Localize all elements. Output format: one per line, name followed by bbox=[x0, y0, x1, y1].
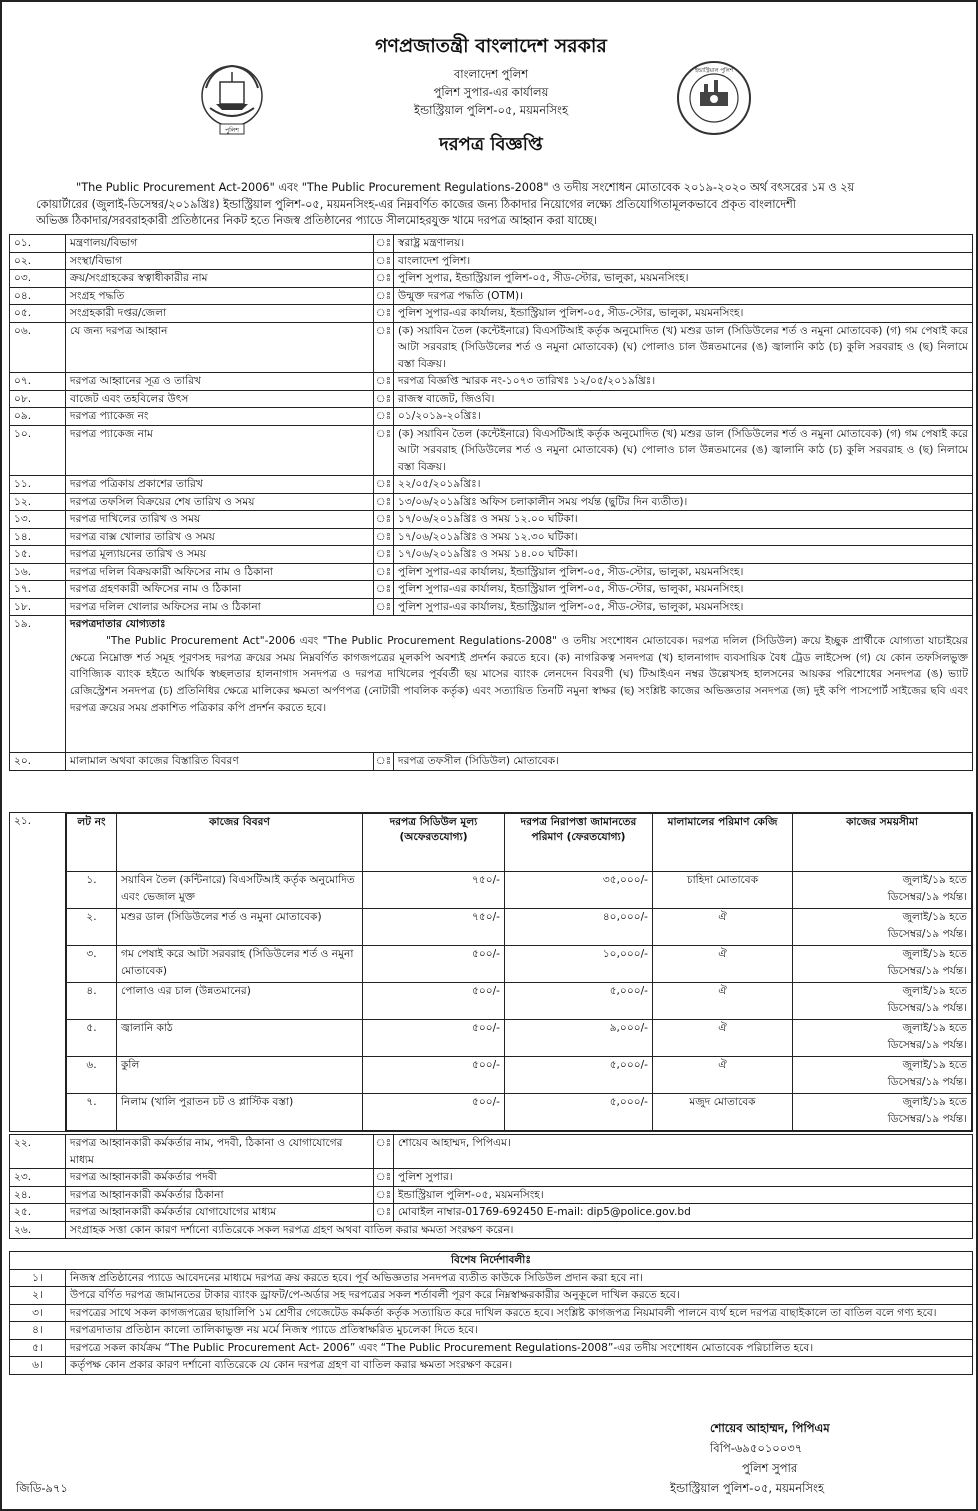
work-description: নিলাম (খালি পুরাতন চট ও প্লাস্টিক বস্তা) bbox=[117, 1094, 363, 1131]
table-row bbox=[10, 546, 973, 564]
work-period-line: জুলাই/১৯ হতে bbox=[902, 948, 967, 960]
row-label: যে জন্য দরপত্র আহ্বান bbox=[66, 322, 374, 373]
row-value: ১৭/০৬/২০১৯খ্রিঃ ও সময় ১৪.০০ ঘটিকা। bbox=[394, 546, 973, 564]
table-row bbox=[10, 270, 973, 288]
eligibility-text: "The Public Procurement Act"-2006 এবং "The Public Procurement Regulations-2008" ও তদীয় সংশোধন মোতাবেক। দরপত্র দলিল (সিডিউল) ক্রয়ে ইচ্ছুক প্রার্থীকে যোগ্যতা যাচাইয়ের ক্ষেত্রে নিম্নোক্ত শর্ত সমূহ পূরণসহ দরপত্র ক্রয়ের সময় নিম্নবর্ণিত কাগজপত্রের মূলকপি অবশ্যই প্রদর্শন করতে হবে। (ক) নাগরিকত্ব সনদপত্র (খ) হালনাগাদ ব্যবসায়িক বৈধ ট্রেড লাইসেন্স (গ) যে কোন তফসিলভুক্ত বাণিজ্যিক ব্যাংক হইতে আর্থিক স্বচ্ছলতার হালনাগাদ সনদপত্র ও দরপত্র দাখিলের পূর্ববর্তী ছয় মাসের ব্যাংক লেনদেন বিবরণী (ঘ) টিআইএন নম্বর উল্লেখসহ হালসনের আয়কর পরিশোধের সনদপত্র (ঙ) ভ্যাট রেজিস্ট্রেশন সনদপত্র (চ) প্রতিনিধির ক্ষেত্রে মালিকের ক্ষমতা অর্পণপত্র (নোটারী পাবলিক কর্তৃক) এবং সত্যায়িত তিনটি নমুনা স্বাক্ষর (ছ) সংশ্লিষ্ট কাজের অভিজ্ঞতার সনদপত্র (জ) দুই কপি পাসপোর্ট সাইজের ছবি এবং দরপত্র ক্রয়ের সময় প্রকাশিত পত্রিকার কপি প্রদর্শন করতে হবে। bbox=[70, 634, 968, 714]
work-period bbox=[793, 983, 972, 1020]
work-description: জ্বালানি কাঠ bbox=[117, 1020, 363, 1057]
row-value: স্বরাষ্ট্র মন্ত্রণালয়। bbox=[394, 235, 973, 253]
row-value: পুলিশ সুপার-এর কার্যালয়, ইন্ডাস্ট্রিয়াল পুলিশ-০৫, সীড-স্টোর, ভালুকা, ময়মনসিংহ। bbox=[394, 563, 973, 581]
signatory-designation: পুলিশ সুপার bbox=[742, 1461, 798, 1475]
work-item-row bbox=[67, 983, 972, 1020]
row-value: পুলিশ সুপার-এর কার্যালয়, ইন্ডাস্ট্রিয়াল পুলিশ-০৫, সীড-স্টোর, ভালুকা, ময়মনসিংহ। bbox=[394, 598, 973, 616]
row-label: দরপত্র আহ্বানকারী কর্মকর্তার পদবী bbox=[66, 1169, 374, 1187]
row-number: ২৪. bbox=[10, 1186, 66, 1204]
row-separator: ঃ bbox=[374, 252, 394, 270]
work-period-line: ডিসেম্বর/১৯ পর্যন্ত। bbox=[887, 1075, 967, 1088]
col-quantity: মালামালের পরিমাণ কেজি bbox=[653, 814, 793, 872]
work-period-line: জুলাই/১৯ হতে bbox=[902, 911, 967, 923]
table-row bbox=[10, 476, 973, 494]
work-description: কুলি bbox=[117, 1057, 363, 1094]
row-number: ১৬. bbox=[10, 563, 66, 581]
work-item-row bbox=[67, 946, 972, 983]
row-separator: ঃ bbox=[374, 270, 394, 288]
row-number: ০৯. bbox=[10, 408, 66, 426]
svg-text:পুলিশ: পুলিশ bbox=[225, 127, 239, 134]
table-row bbox=[10, 493, 973, 511]
work-period bbox=[793, 872, 972, 909]
row-label: সংগ্রহকারী দপ্তর/জেলা bbox=[66, 305, 374, 323]
row-label: ক্রয়/সংগ্রাহকের স্বত্বাধীকারীর নাম bbox=[66, 270, 374, 288]
quantity: ঐ bbox=[653, 909, 793, 946]
row-label: মন্ত্রণালয়/বিভাগ bbox=[66, 235, 374, 253]
eligibility-row bbox=[10, 616, 973, 753]
industrial-police-logo-icon bbox=[674, 58, 754, 138]
instruction-text: উপরে বর্ণিত দরপত্র জামানতের টাকার ব্যাংক ড্রাফট/পে-অর্ডার সহ দরপত্রের সকল শর্তাবলী পূরণ করে নিম্নস্বাক্ষরকারীর অনুকূলে দাখিল করতে হবে। bbox=[66, 1287, 973, 1305]
table-row bbox=[10, 753, 973, 771]
work-item-row bbox=[67, 909, 972, 946]
work-period-line: ডিসেম্বর/১৯ পর্যন্ত। bbox=[887, 1038, 967, 1051]
instruction-item bbox=[10, 1304, 973, 1322]
work-item-row bbox=[67, 1094, 972, 1131]
work-description: গম পেষাই করে আটা সরবরাহ (সিডিউলের শর্ত ও নমুনা মোতাবেক) bbox=[117, 946, 363, 983]
row-label: দরপত্র দাখিলের তারিখ ও সময় bbox=[66, 511, 374, 529]
row-number: ১১. bbox=[10, 476, 66, 494]
table-row bbox=[10, 598, 973, 616]
table-row bbox=[10, 252, 973, 270]
table-row bbox=[10, 1186, 973, 1204]
instruction-item bbox=[10, 1269, 973, 1287]
row-separator: ঃ bbox=[374, 598, 394, 616]
row-label: দরপত্র তফসিল বিক্রয়ের শেষ তারিখ ও সময় bbox=[66, 493, 374, 511]
row-label: দরপত্র দলিল খোলার অফিসের নাম ও ঠিকানা bbox=[66, 598, 374, 616]
row-value: রাজস্ব বাজেট, জিওবি। bbox=[394, 390, 973, 408]
instructions-heading: বিশেষ নির্দেশাবলীঃ bbox=[10, 1252, 973, 1270]
row-number: ০৬. bbox=[10, 322, 66, 373]
quantity: ঐ bbox=[653, 983, 793, 1020]
instruction-text: দরপত্রদাতার প্রতিষ্ঠান কালো তালিকাভুক্ত নয় মর্মে নিজস্ব প্যাডে প্রতিস্বাক্ষরিত মুচলেকা দিতে হবে। bbox=[66, 1322, 973, 1340]
row-separator: ঃ bbox=[374, 373, 394, 391]
row-separator: ঃ bbox=[374, 476, 394, 494]
col-schedule-price: দরপত্র সিডিউল মূল্য (অফেরতযোগ্য) bbox=[363, 814, 505, 872]
row-number: ০৭. bbox=[10, 373, 66, 391]
row-number: ২২. bbox=[10, 1135, 66, 1169]
row-number: ০৩. bbox=[10, 270, 66, 288]
row-value: ১৩/০৬/২০১৯খ্রিঃ অফিস চলাকালীন সময় পর্যন্ত (ছুটির দিন ব্যতীত)। bbox=[394, 493, 973, 511]
quantity: ঐ bbox=[653, 1057, 793, 1094]
security-amount: ৪০,০০০/- bbox=[505, 909, 653, 946]
row-number: ১৫. bbox=[10, 546, 66, 564]
row-label: দরপত্র বাক্স খোলার তারিখ ও সময় bbox=[66, 528, 374, 546]
work-description: সয়াবিন তৈল (কন্টিনারে) বিএসটিআই কর্তৃক অনুমোদিত এবং ভেজাল মুক্ত bbox=[117, 872, 363, 909]
row-number: ২৩. bbox=[10, 1169, 66, 1187]
row-number: ০৮. bbox=[10, 390, 66, 408]
instruction-item bbox=[10, 1287, 973, 1305]
quantity: চাহিদা মোতাবেক bbox=[653, 872, 793, 909]
schedule-price: ৫০০/- bbox=[363, 1057, 505, 1094]
row-label: দরপত্র আহ্বানকারী কর্মকর্তার ঠিকানা bbox=[66, 1186, 374, 1204]
work-item-row bbox=[67, 1020, 972, 1057]
lot-number: ১. bbox=[67, 872, 117, 909]
row-separator: ঃ bbox=[374, 546, 394, 564]
work-period-line: ডিসেম্বর/১৯ পর্যন্ত। bbox=[887, 890, 967, 903]
row-separator: ঃ bbox=[374, 1204, 394, 1222]
row-number: ১৯. bbox=[10, 616, 66, 753]
work-items-table bbox=[66, 813, 972, 1131]
row-label: দরপত্র পত্রিকায় প্রকাশের তারিখ bbox=[66, 476, 374, 494]
instruction-number: ৫। bbox=[10, 1339, 66, 1357]
work-period-line: জুলাই/১৯ হতে bbox=[902, 1059, 967, 1071]
schedule-price: ৫০০/- bbox=[363, 1020, 505, 1057]
officer-info-table bbox=[9, 1134, 973, 1239]
instruction-number: ১। bbox=[10, 1269, 66, 1287]
row-number: ১৩. bbox=[10, 511, 66, 529]
table-row bbox=[10, 235, 973, 253]
quantity: মজুদ মোতাবেক bbox=[653, 1094, 793, 1131]
row-label: দরপত্র আহ্বানকারী কর্মকর্তার নাম, পদবী, ঠিকানা ও যোগাযোগের মাধ্যম bbox=[66, 1135, 374, 1169]
instruction-item bbox=[10, 1339, 973, 1357]
footer-code: জিডি-৯৭১ bbox=[16, 1481, 68, 1495]
signatory-bp: বিপি-৬৯৫০১০০৩৭ bbox=[710, 1441, 803, 1455]
table-row bbox=[10, 322, 973, 373]
row-value: ইন্ডাস্ট্রিয়াল পুলিশ-০৫, ময়মনসিংহ। bbox=[394, 1186, 973, 1204]
table-row bbox=[10, 305, 973, 323]
lot-number: ৫. bbox=[67, 1020, 117, 1057]
work-period bbox=[793, 1057, 972, 1094]
work-period-line: জুলাই/১৯ হতে bbox=[902, 1096, 967, 1108]
row-number: ২৬. bbox=[10, 1221, 66, 1239]
row-value: শোয়েব আহাম্মদ, পিপিএম। bbox=[394, 1135, 973, 1169]
row-label: সংস্থা/বিভাগ bbox=[66, 252, 374, 270]
table-row bbox=[10, 408, 973, 426]
row-separator: ঃ bbox=[374, 235, 394, 253]
row-number: ২০. bbox=[10, 753, 66, 771]
work-item-row bbox=[67, 872, 972, 909]
special-instructions bbox=[9, 1251, 973, 1375]
col-description: কাজের বিবরণ bbox=[117, 814, 363, 872]
row-value: উন্মুক্ত দরপত্র পদ্ধতি (OTM)। bbox=[394, 287, 973, 305]
work-period bbox=[793, 1094, 972, 1131]
table-row bbox=[10, 425, 973, 476]
table-row bbox=[10, 1135, 973, 1169]
row-value: (ক) সয়াবিন তৈল (কন্টেইনারে) বিএসটিআই কর্তৃক অনুমোদিত (খ) মশুর ডাল (সিডিউলের শর্ত ও নমুনা মোতাবেক) (গ) গম পেষাই করে আটা সরবরাহ (সিডিউলের শর্ত ও নমুনা মোতাবেক) (ঘ) পোলাও চাল উন্নতমানের (ঙ) জ্বালানি কাঠ (চ) কুলি সরবরাহ ও (ছ) নিলামে বস্তা বিক্রয়। bbox=[394, 425, 973, 476]
row-value: ২২/০৫/২০১৯খ্রিঃ। bbox=[394, 476, 973, 494]
schedule-price: ৫০০/- bbox=[363, 946, 505, 983]
work-table-header bbox=[67, 814, 972, 872]
security-amount: ৯,০০০/- bbox=[505, 1020, 653, 1057]
row-separator: ঃ bbox=[374, 322, 394, 373]
instruction-number: ৪। bbox=[10, 1322, 66, 1340]
row-value: ১৭/০৬/২০১৯খ্রিঃ ও সময় ১২.৩০ ঘটিকা। bbox=[394, 528, 973, 546]
row-value: পুলিশ সুপার। bbox=[394, 1169, 973, 1187]
table-row bbox=[10, 528, 973, 546]
instruction-text: দরপত্রে সকল কার্যক্রম “The Public Procurement Act- 2006” এবং “The Public Procurement Regulations-2008”-এর তদীয় সংশোধন মোতাবেক পরিচালিত হবে। bbox=[66, 1339, 973, 1357]
row-separator: ঃ bbox=[374, 287, 394, 305]
work-period bbox=[793, 909, 972, 946]
row-value: পুলিশ সুপার-এর কার্যালয়, ইন্ডাস্ট্রিয়াল পুলিশ-০৫, সীড-স্টোর, ভালুকা, ময়মনসিংহ। bbox=[394, 581, 973, 599]
row-text: সংগ্রাহক সত্তা কোন কারণ দর্শানো ব্যতিরেকে সকল দরপত্র গ্রহণ অথবা বাতিল করার ক্ষমতা সংরক্ষণ করেন। bbox=[66, 1221, 973, 1239]
row-label: সংগ্রহ পদ্ধতি bbox=[66, 287, 374, 305]
security-amount: ৩৫,০০০/- bbox=[505, 872, 653, 909]
row-separator: ঃ bbox=[374, 493, 394, 511]
work-period-line: জুলাই/১৯ হতে bbox=[902, 985, 967, 997]
row-label: দরপত্র মূল্যায়নের তারিখ ও সময় bbox=[66, 546, 374, 564]
lot-number: ৭. bbox=[67, 1094, 117, 1131]
col-security-amount: দরপত্র নিরাপত্তা জামানতের পরিমাণ (ফেরতযোগ্য) bbox=[505, 814, 653, 872]
quantity: ঐ bbox=[653, 946, 793, 983]
lot-number: ২. bbox=[67, 909, 117, 946]
row-separator: ঃ bbox=[374, 581, 394, 599]
lot-number: ৬. bbox=[67, 1057, 117, 1094]
work-item-row bbox=[67, 1057, 972, 1094]
row-separator: ঃ bbox=[374, 1169, 394, 1187]
row-label: মালামাল অথবা কাজের বিস্তারিত বিবরণ bbox=[66, 753, 374, 771]
row-separator: ঃ bbox=[374, 1135, 394, 1169]
signatory-office: ইন্ডাস্ট্রিয়াল পুলিশ-০৫, ময়মনসিংহ bbox=[670, 1481, 824, 1495]
row-value: পুলিশ সুপার-এর কার্যালয়, ইন্ডাস্ট্রিয়াল পুলিশ-০৫, সীড-স্টোর, ভালুকা, ময়মনসিংহ। bbox=[394, 305, 973, 323]
work-description: পোলাও এর চাল (উন্নতমানের) bbox=[117, 983, 363, 1020]
security-amount: ১০,০০০/- bbox=[505, 946, 653, 983]
row-separator: ঃ bbox=[374, 425, 394, 476]
row-label: বাজেট এবং তহবিলের উৎস bbox=[66, 390, 374, 408]
row-number: ১০. bbox=[10, 425, 66, 476]
row-number: ১২. bbox=[10, 493, 66, 511]
work-description: মশুর ডাল (সিডিউলের শর্ত ও নমুনা মোতাবেক) bbox=[117, 909, 363, 946]
table-row bbox=[10, 287, 973, 305]
row-value: দরপত্র তফসীল (সিডিউল) মোতাবেক। bbox=[394, 753, 973, 771]
row-value: (ক) সয়াবিন তৈল (কন্টেইনারে) বিএসটিআই কর্তৃক অনুমোদিত (খ) মশুর ডাল (সিডিউলের শর্ত ও নমুনা মোতাবেক) (গ) গম পেষাই করে আটা সরবরাহ (সিডিউলের শর্ত ও নমুনা মোতাবেক) (ঘ) পোলাও চাল উন্নতমানের (ঙ) জ্বালানি কাঠ (চ) কুলি সরবরাহ ও (ছ) নিলামে বস্তা বিক্রয়। bbox=[394, 322, 973, 373]
work-period-line: ডিসেম্বর/১৯ পর্যন্ত। bbox=[887, 1112, 967, 1125]
security-amount: ৫,০০০/- bbox=[505, 983, 653, 1020]
work-period-line: ডিসেম্বর/১৯ পর্যন্ত। bbox=[887, 1001, 967, 1014]
table-row bbox=[10, 581, 973, 599]
table-row bbox=[10, 511, 973, 529]
intro-line-2: কোয়ার্টারের (জুলাই-ডিসেম্বর/২০১৯খ্রিঃ) ইন্ডাস্ট্রিয়াল পুলিশ-০৫, ময়মনসিংহ-এর নিম্নবর্ণিত কাজের জন্য ঠিকাদার নিয়োগের লক্ষ্যে প্রতিযোগিতামূলকভাবে প্রকৃত বাংলাদেশী bbox=[36, 197, 796, 211]
header-line-unit: ইন্ডাস্ট্রিয়াল পুলিশ-০৫, ময়মনসিংহ bbox=[414, 103, 568, 117]
government-title: গণপ্রজাতন্ত্রী বাংলাদেশ সরকার bbox=[375, 35, 607, 57]
instruction-item bbox=[10, 1322, 973, 1340]
row-number: ০৪. bbox=[10, 287, 66, 305]
row-number: ২১. bbox=[10, 813, 66, 1132]
instruction-number: ৩। bbox=[10, 1304, 66, 1322]
work-period bbox=[793, 946, 972, 983]
col-lot: লট নং bbox=[67, 814, 117, 872]
header-line-office: পুলিশ সুপার-এর কার্যালয় bbox=[433, 85, 549, 99]
schedule-price: ৫০০/- bbox=[363, 983, 505, 1020]
work-period bbox=[793, 1020, 972, 1057]
work-period-line: ডিসেম্বর/১৯ পর্যন্ত। bbox=[887, 964, 967, 977]
row-label: দরপত্র প্যাকেজ নাম bbox=[66, 425, 374, 476]
instruction-number: ২। bbox=[10, 1287, 66, 1305]
header-line-police: বাংলাদেশ পুলিশ bbox=[453, 67, 529, 81]
row-label: দরপত্র আহ্বানের সূত্র ও তারিখ bbox=[66, 373, 374, 391]
row-value: দরপত্র বিজ্ঞপ্তি স্মারক নং-১০৭৩ তারিখঃ ১২/০৫/২০১৯খ্রিঃ। bbox=[394, 373, 973, 391]
row-number: ১৪. bbox=[10, 528, 66, 546]
notice-title: দরপত্র বিজ্ঞপ্তি bbox=[439, 134, 543, 155]
instruction-text: কর্তৃপক্ষ কোন প্রকার কারণ দর্শানো ব্যতিরেকে যে কোন দরপত্র গ্রহণ বা বাতিল করার ক্ষমতা সংরক্ষণ করেন। bbox=[66, 1357, 973, 1375]
table-row bbox=[10, 390, 973, 408]
row-value: ০১/২০১৯-২০খ্রিঃ। bbox=[394, 408, 973, 426]
tender-info-table bbox=[9, 234, 973, 771]
row-separator: ঃ bbox=[374, 408, 394, 426]
schedule-price: ৫০০/- bbox=[363, 1094, 505, 1131]
row-value: বাংলাদেশ পুলিশ। bbox=[394, 252, 973, 270]
row-value: পুলিশ সুপার, ইন্ডাস্ট্রিয়াল পুলিশ-০৫, সীড-স্টোর, ভালুকা, ময়মনসিংহ। bbox=[394, 270, 973, 288]
row-separator: ঃ bbox=[374, 528, 394, 546]
instruction-number: ৬। bbox=[10, 1357, 66, 1375]
row-separator: ঃ bbox=[374, 1186, 394, 1204]
row-label: দরপত্র আহ্বানকারী কর্মকর্তার যোগাযোগের মাধ্যম bbox=[66, 1204, 374, 1222]
row-label: দরপত্র গ্রহণকারী অফিসের নাম ও ঠিকানা bbox=[66, 581, 374, 599]
instruction-text: নিজস্ব প্রতিষ্ঠানের প্যাডে আবেদনের মাধ্যমে দরপত্র ক্রয় করতে হবে। পূর্ব অভিজ্ঞতার সনদপত্র ব্যতীত কাউকে সিডিউল প্রদান করা হবে না। bbox=[66, 1269, 973, 1287]
table-row bbox=[10, 373, 973, 391]
intro-line-3: অভিজ্ঞ ঠিকাদার/সরবরাহকারী প্রতিষ্ঠানের নিকট হতে নিজস্ব প্রতিষ্ঠানের প্যাডে সীলমোহরযুক্ত খামে দরপত্র আহ্বান করা যাচ্ছে। bbox=[36, 214, 597, 227]
col-period: কাজের সময়সীমা bbox=[793, 814, 972, 872]
table-row bbox=[10, 1204, 973, 1222]
instruction-text: দরপত্রের সাথে সকল কাগজপত্রের ছায়ালিপি ১ম শ্রেণীর গেজেটেড কর্মকর্তা কর্তৃক সত্যায়িত করে দাখিল করতে হবে। সংশ্লিষ্ট কাগজপত্র নিয়মাবলী পালনে ব্যর্থ হলে দরপত্র বাছাইকালে তা বাতিল বলে গণ্য হবে। bbox=[66, 1304, 973, 1322]
lot-number: ৩. bbox=[67, 946, 117, 983]
header bbox=[2, 2, 978, 172]
row-separator: ঃ bbox=[374, 563, 394, 581]
svg-text:ইন্ডাস্ট্রিয়াল পুলিশ: ইন্ডাস্ট্রিয়াল পুলিশ bbox=[695, 68, 733, 74]
table-row bbox=[10, 1221, 973, 1239]
instruction-item bbox=[10, 1357, 973, 1375]
schedule-price: ৭৫০/- bbox=[363, 872, 505, 909]
lot-number: ৪. bbox=[67, 983, 117, 1020]
row-number: ২৫. bbox=[10, 1204, 66, 1222]
row-label: দরপত্র দলিল বিক্রয়কারী অফিসের নাম ও ঠিকানা bbox=[66, 563, 374, 581]
row-separator: ঃ bbox=[374, 511, 394, 529]
table-row bbox=[10, 563, 973, 581]
row-number: ১৮. bbox=[10, 598, 66, 616]
work-schedule-table bbox=[9, 812, 973, 1132]
row-number: ১৭. bbox=[10, 581, 66, 599]
row-value: ১৭/০৬/২০১৯খ্রিঃ ও সময় ১২.০০ ঘটিকা। bbox=[394, 511, 973, 529]
row-separator: ঃ bbox=[374, 305, 394, 323]
signatory-name: শোয়েব আহাম্মদ, পিপিএম bbox=[710, 1421, 830, 1435]
security-amount: ৫,০০০/- bbox=[505, 1057, 653, 1094]
row-number: ০২. bbox=[10, 252, 66, 270]
row-label: দরপত্র প্যাকেজ নং bbox=[66, 408, 374, 426]
work-period-line: জুলাই/১৯ হতে bbox=[902, 874, 967, 886]
intro-line-1: "The Public Procurement Act-2006" এবং "The Public Procurement Regulations-2008" ও তদীয় সংশোধন মোতাবেক ২০১৯-২০২০ অর্থ বৎসরের ১ম ও ২য় bbox=[76, 181, 855, 194]
quantity: ঐ bbox=[653, 1020, 793, 1057]
row-number: ০১. bbox=[10, 235, 66, 253]
row-separator: ঃ bbox=[374, 390, 394, 408]
eligibility-heading: দরপত্রদাতার যোগ্যতাঃ bbox=[70, 618, 166, 630]
security-amount: ৫,০০০/- bbox=[505, 1094, 653, 1131]
work-period-line: জুলাই/১৯ হতে bbox=[902, 1022, 967, 1034]
schedule-price: ৭৫০/- bbox=[363, 909, 505, 946]
intro-paragraph bbox=[36, 180, 946, 230]
row-separator: ঃ bbox=[374, 753, 394, 771]
row-value: মোবাইল নাম্বার-01769-692450 E-mail: dip5@police.gov.bd bbox=[394, 1204, 973, 1222]
table-row bbox=[10, 1169, 973, 1187]
row-number: ০৫. bbox=[10, 305, 66, 323]
work-period-line: ডিসেম্বর/১৯ পর্যন্ত। bbox=[887, 927, 967, 940]
